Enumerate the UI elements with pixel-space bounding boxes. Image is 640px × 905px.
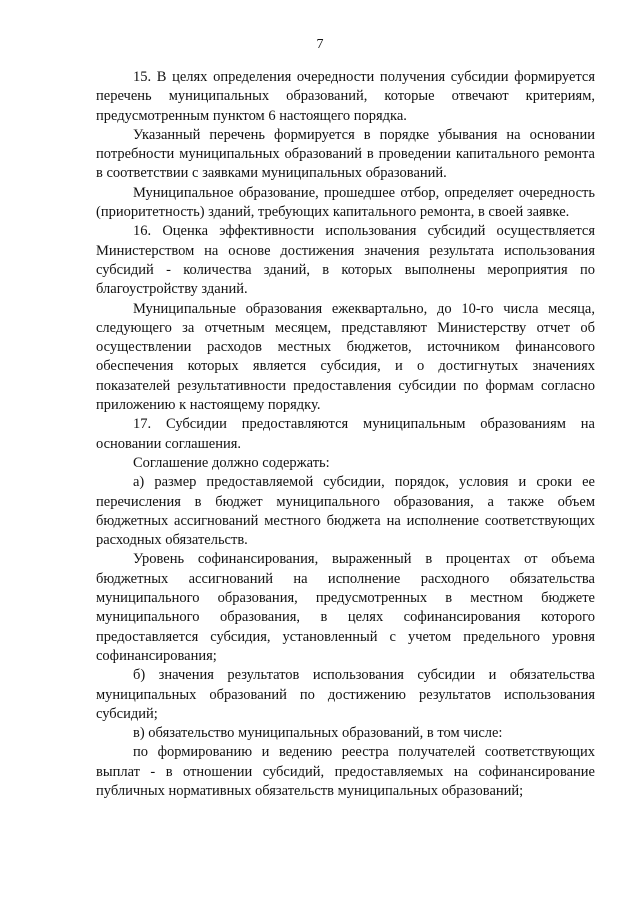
paragraph-list-order: Указанный перечень формируется в порядке убывания на основании потребности муниципальных образований в проведении капитального ремонта в соответствии с заявками муниципальных образований.: [96, 126, 595, 182]
paragraph-agreement-intro: Соглашение должно содержать:: [133, 454, 330, 471]
paragraph-item-a: а) размер предоставляемой субсидии, порядок, условия и сроки ее перечисления в бюджет муниципального образования, а также объем бюджетных ассигнований местного бюджета на исполнение соответствующих расходных обязательств.: [96, 474, 595, 549]
paragraph-cofinancing-level: Уровень софинансирования, выраженный в процентах от объема бюджетных ассигнований на исполнение расходного обязательства муниципального образования, предусмотренных в местном бюджете муниципального образования, в целях софинансирования которого предоставляется субсидия, установленный с учетом предельного уровня софинансирования;: [96, 551, 595, 664]
paragraph-15: 15. В целях определения очередности получения субсидии формируется перечень муниципальных образований, которые отвечают критериям, предусмотренным пунктом 6 настоящего порядка.: [96, 69, 595, 124]
page-number: 7: [316, 37, 324, 52]
paragraph-item-c: в) обязательство муниципальных образований, в том числе:: [133, 725, 503, 742]
paragraph-16: 16. Оценка эффективности использования субсидий осуществляется Министерством на основе достижения значения результата использования субсидий - количества зданий, в которых выполнены мероприятия по благоустройству зданий.: [96, 223, 595, 298]
document-body: [96, 68, 595, 801]
paragraph-quarterly-report: Муниципальные образования ежеквартально, до 10-го числа месяца, следующего за отчетным месяцем, представляют Министерству отчет об осуществлении расходов местных бюджетов, источником финансового обеспечения которых является субсидия, и о достигнутых значениях показателей результативности предоставления субсидии по формам согласно приложению к настоящему порядку.: [96, 300, 595, 414]
paragraph-item-b: б) значения результатов использования субсидии и обязательства муниципальных образований по достижению результатов использования субсидий;: [96, 667, 595, 722]
paragraph-17: 17. Субсидии предоставляются муниципальным образованиям на основании соглашения.: [96, 416, 595, 452]
paragraph-priority: Муниципальное образование, прошедшее отбор, определяет очередность (приоритетность) зданий, требующих капитального ремонта, в своей заявке.: [96, 184, 595, 221]
paragraph-registry: по формированию и ведению реестра получателей соответствующих выплат - в отношении субсидий, предоставляемых на софинансирование публичных нормативных обязательств муниципальных образований;: [96, 744, 595, 799]
